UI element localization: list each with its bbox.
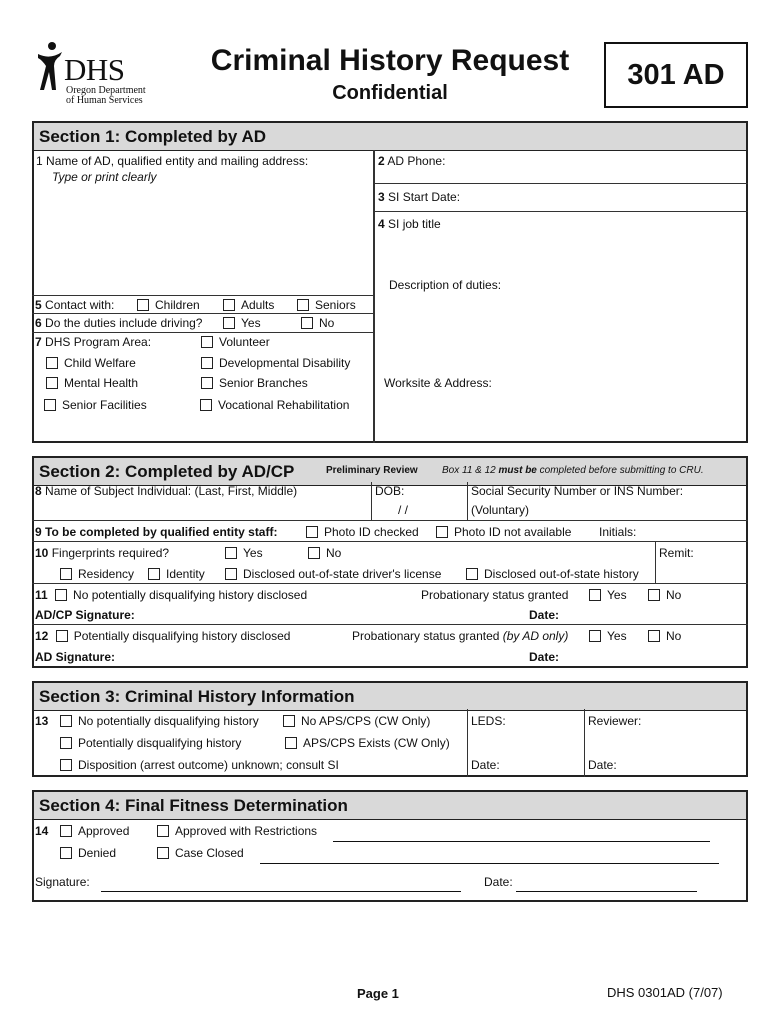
field-10-text: Fingerprints required? bbox=[51, 546, 170, 560]
program-senior-branches-label: Senior Branches bbox=[219, 376, 308, 390]
field-4-num: 4 bbox=[378, 217, 385, 231]
field-11-text: No potentially disqualifying history disclosed bbox=[73, 588, 308, 602]
program-volunteer-checkbox[interactable] bbox=[201, 335, 270, 349]
disclosed-history-checkbox[interactable] bbox=[466, 567, 639, 581]
preliminary-review-label: Preliminary Review bbox=[326, 465, 418, 476]
program-senior-facilities-label: Senior Facilities bbox=[62, 398, 147, 412]
field-4-label bbox=[378, 217, 441, 231]
no-disq-history-label: No potentially disqualifying history bbox=[78, 714, 259, 728]
identity-label: Identity bbox=[166, 567, 205, 581]
f12-byad-text: (by AD only) bbox=[502, 629, 569, 643]
contact-seniors-checkbox[interactable] bbox=[297, 298, 356, 312]
form-id: DHS 0301AD (7/07) bbox=[607, 985, 723, 1000]
fingerprints-no-checkbox[interactable] bbox=[308, 546, 341, 560]
field-6-num: 6 bbox=[35, 316, 42, 330]
leds-label: LEDS: bbox=[471, 714, 506, 728]
f12-prob-no-checkbox[interactable] bbox=[648, 629, 681, 643]
field-5-label bbox=[35, 298, 114, 312]
field-1-label bbox=[36, 154, 308, 168]
leds-date-label: Date: bbox=[471, 758, 500, 772]
field-2-label bbox=[378, 154, 445, 168]
approved-label: Approved bbox=[78, 824, 130, 838]
ad-phone-input[interactable] bbox=[440, 153, 745, 181]
field-10-label bbox=[35, 546, 169, 560]
dhs-logo bbox=[34, 40, 154, 106]
field-4-text: SI job title bbox=[388, 217, 441, 231]
logo-sub-line1: Oregon Department bbox=[66, 85, 146, 96]
field-13-row-1 bbox=[35, 714, 48, 728]
disclosed-dl-checkbox[interactable] bbox=[225, 567, 441, 581]
section-4-title: Section 4: Final Fitness Determination bbox=[34, 792, 746, 820]
potential-disq-checkbox[interactable] bbox=[60, 736, 241, 750]
program-mental-health-checkbox[interactable] bbox=[46, 376, 138, 390]
field-5-text: Contact with: bbox=[45, 298, 115, 312]
ad-signature-label: AD Signature: bbox=[35, 650, 116, 664]
program-voc-rehab-checkbox[interactable] bbox=[200, 398, 349, 412]
section-2-title-text: Section 2: Completed by AD/CP bbox=[39, 462, 295, 481]
contact-seniors-label: Seniors bbox=[315, 298, 356, 312]
si-job-title-input[interactable] bbox=[378, 233, 745, 273]
field-1-hint: Type or print clearly bbox=[52, 170, 157, 184]
field-6-text: Do the duties include driving? bbox=[45, 316, 203, 330]
program-mental-health-label: Mental Health bbox=[64, 376, 139, 390]
duties-input[interactable] bbox=[378, 294, 745, 372]
section-1-title: Section 1: Completed by AD bbox=[34, 123, 746, 151]
f11-prob-no-label: No bbox=[666, 588, 682, 602]
contact-children-checkbox[interactable] bbox=[137, 298, 200, 312]
dob-label: DOB: bbox=[375, 484, 405, 498]
program-dev-disability-label: Developmental Disability bbox=[219, 356, 351, 370]
driving-yes-label: Yes bbox=[241, 316, 261, 330]
no-disq-history-checkbox[interactable] bbox=[60, 714, 259, 728]
field-3-label bbox=[378, 190, 460, 204]
program-child-welfare-checkbox[interactable] bbox=[46, 356, 136, 370]
aps-cps-exists-label: APS/CPS Exists (CW Only) bbox=[303, 736, 450, 750]
field-5-num: 5 bbox=[35, 298, 42, 312]
duties-label: Description of duties: bbox=[389, 278, 502, 292]
f12-prob-no-label: No bbox=[666, 629, 682, 643]
worksite-label: Worksite & Address: bbox=[384, 376, 492, 390]
section-2-note bbox=[442, 465, 704, 477]
photo-id-na-label: Photo ID not available bbox=[454, 525, 572, 539]
no-aps-cps-checkbox[interactable] bbox=[283, 714, 430, 728]
approved-restrictions-checkbox[interactable] bbox=[157, 824, 317, 838]
logo-dhs-text: DHS bbox=[64, 52, 125, 87]
fingerprints-no-label: No bbox=[326, 546, 342, 560]
field-7-text: DHS Program Area: bbox=[45, 335, 152, 349]
residency-checkbox[interactable] bbox=[60, 567, 134, 581]
section-4 bbox=[32, 790, 748, 902]
program-child-welfare-label: Child Welfare bbox=[64, 356, 136, 370]
program-volunteer-label: Volunteer bbox=[219, 335, 270, 349]
f11-prob-yes-checkbox[interactable] bbox=[589, 588, 627, 602]
field-8-label bbox=[35, 484, 297, 498]
signature-label: Signature: bbox=[35, 875, 90, 889]
field-9-label: 9 To be completed by qualified entity staff: bbox=[35, 525, 278, 539]
field-12-row bbox=[35, 629, 290, 643]
program-voc-rehab-label: Vocational Rehabilitation bbox=[218, 398, 350, 412]
field-8-text: Name of Subject Individual: (Last, First, Middle) bbox=[45, 484, 298, 498]
driving-no-label: No bbox=[319, 316, 335, 330]
form-code-box: 301 AD bbox=[604, 42, 748, 108]
reviewer-date-label: Date: bbox=[588, 758, 617, 772]
ssn-label: Social Security Number or INS Number: bbox=[471, 484, 684, 498]
field-3-num: 3 bbox=[378, 190, 385, 204]
field-7-label bbox=[35, 335, 151, 349]
approved-checkbox[interactable] bbox=[60, 824, 129, 838]
denied-label: Denied bbox=[78, 846, 117, 860]
photo-id-checked-checkbox[interactable] bbox=[306, 525, 419, 539]
residency-label: Residency bbox=[78, 567, 135, 581]
reviewer-label: Reviewer: bbox=[588, 714, 642, 728]
worksite-input[interactable] bbox=[378, 392, 745, 440]
contact-children-label: Children bbox=[155, 298, 200, 312]
case-closed-line[interactable] bbox=[260, 863, 719, 864]
note-must: must be bbox=[498, 465, 537, 476]
field-11-num: 11 bbox=[35, 588, 48, 602]
f12-prob-yes-checkbox[interactable] bbox=[589, 629, 627, 643]
field-11-row bbox=[35, 588, 307, 602]
field-14-num: 14 bbox=[35, 824, 49, 838]
f11-prob-label: Probationary status granted bbox=[421, 588, 569, 602]
logo-sub-line2: of Human Services bbox=[66, 95, 143, 106]
field-13-num: 13 bbox=[35, 714, 49, 728]
disclosed-dl-label: Disclosed out-of-state driver's license bbox=[243, 567, 442, 581]
field-3-text: SI Start Date: bbox=[388, 190, 461, 204]
driving-yes-checkbox[interactable] bbox=[223, 316, 261, 330]
note-pre: Box 11 & 12 bbox=[442, 465, 499, 476]
potential-disq-label: Potentially disqualifying history bbox=[78, 736, 242, 750]
signature-line[interactable] bbox=[101, 891, 461, 892]
no-aps-cps-label: No APS/CPS (CW Only) bbox=[301, 714, 431, 728]
note-post: completed before submitting to CRU. bbox=[536, 465, 704, 476]
fingerprints-yes-checkbox[interactable] bbox=[225, 546, 263, 560]
field-10-num: 10 bbox=[35, 546, 49, 560]
final-date-label: Date: bbox=[484, 875, 513, 889]
aps-cps-exists-checkbox[interactable] bbox=[285, 736, 450, 750]
adcp-date-label: Date: bbox=[529, 608, 560, 622]
disposition-unknown-label: Disposition (arrest outcome) unknown; consult SI bbox=[78, 758, 339, 772]
field-12-num: 12 bbox=[35, 629, 49, 643]
case-closed-label: Case Closed bbox=[175, 846, 244, 860]
denied-checkbox[interactable] bbox=[60, 846, 116, 860]
program-senior-branches-checkbox[interactable] bbox=[201, 376, 308, 390]
subject-name-input[interactable] bbox=[34, 499, 369, 519]
field-11-checkbox[interactable] bbox=[55, 589, 67, 601]
f11-prob-no-checkbox[interactable] bbox=[648, 588, 681, 602]
f11-prob-yes-label: Yes bbox=[607, 588, 627, 602]
disposition-unknown-checkbox[interactable] bbox=[60, 758, 339, 772]
field-8-num: 8 bbox=[35, 484, 42, 498]
field-2-num: 2 bbox=[378, 154, 385, 168]
photo-id-na-checkbox[interactable] bbox=[436, 525, 571, 539]
si-start-date-input[interactable] bbox=[470, 186, 745, 210]
form-subtitle: Confidential bbox=[332, 82, 448, 104]
driving-no-checkbox[interactable] bbox=[301, 316, 334, 330]
program-dev-disability-checkbox[interactable] bbox=[201, 356, 350, 370]
field-1-input[interactable] bbox=[34, 186, 371, 294]
dob-input[interactable]: / / bbox=[398, 503, 409, 517]
fingerprints-yes-label: Yes bbox=[243, 546, 263, 560]
photo-id-checked-label: Photo ID checked bbox=[324, 525, 419, 539]
field-2-text: AD Phone: bbox=[387, 154, 446, 168]
f12-prob-label bbox=[352, 629, 568, 643]
field-12-text: Potentially disqualifying history disclosed bbox=[73, 629, 291, 643]
final-date-line[interactable] bbox=[516, 891, 697, 892]
ad-date-label: Date: bbox=[529, 650, 560, 664]
section-3-title: Section 3: Criminal History Information bbox=[34, 683, 746, 711]
field-12-checkbox[interactable] bbox=[56, 630, 68, 642]
case-closed-checkbox[interactable] bbox=[157, 846, 244, 860]
initials-label: Initials: bbox=[599, 525, 637, 539]
field-1-text: Name of AD, qualified entity and mailing address: bbox=[46, 154, 309, 168]
form-title: Criminal History Request bbox=[210, 44, 570, 77]
field-6-label bbox=[35, 316, 202, 330]
page-number: Page 1 bbox=[357, 986, 399, 1001]
field-1-num: 1 bbox=[36, 154, 43, 168]
disclosed-history-label: Disclosed out-of-state history bbox=[484, 567, 639, 581]
adcp-signature-label: AD/CP Signature: bbox=[35, 608, 135, 622]
restrictions-line[interactable] bbox=[333, 841, 710, 842]
field-7-num: 7 bbox=[35, 335, 42, 349]
remit-label: Remit: bbox=[659, 546, 694, 560]
f12-prob-yes-label: Yes bbox=[607, 629, 627, 643]
identity-checkbox[interactable] bbox=[148, 567, 205, 581]
approved-restrictions-label: Approved with Restrictions bbox=[175, 824, 318, 838]
f12-prob-text: Probationary status granted bbox=[352, 629, 500, 643]
contact-adults-checkbox[interactable] bbox=[223, 298, 274, 312]
program-senior-facilities-checkbox[interactable] bbox=[44, 398, 147, 412]
ssn-voluntary: (Voluntary) bbox=[471, 503, 530, 517]
contact-adults-label: Adults bbox=[241, 298, 275, 312]
dhs-figure-icon bbox=[34, 40, 64, 92]
